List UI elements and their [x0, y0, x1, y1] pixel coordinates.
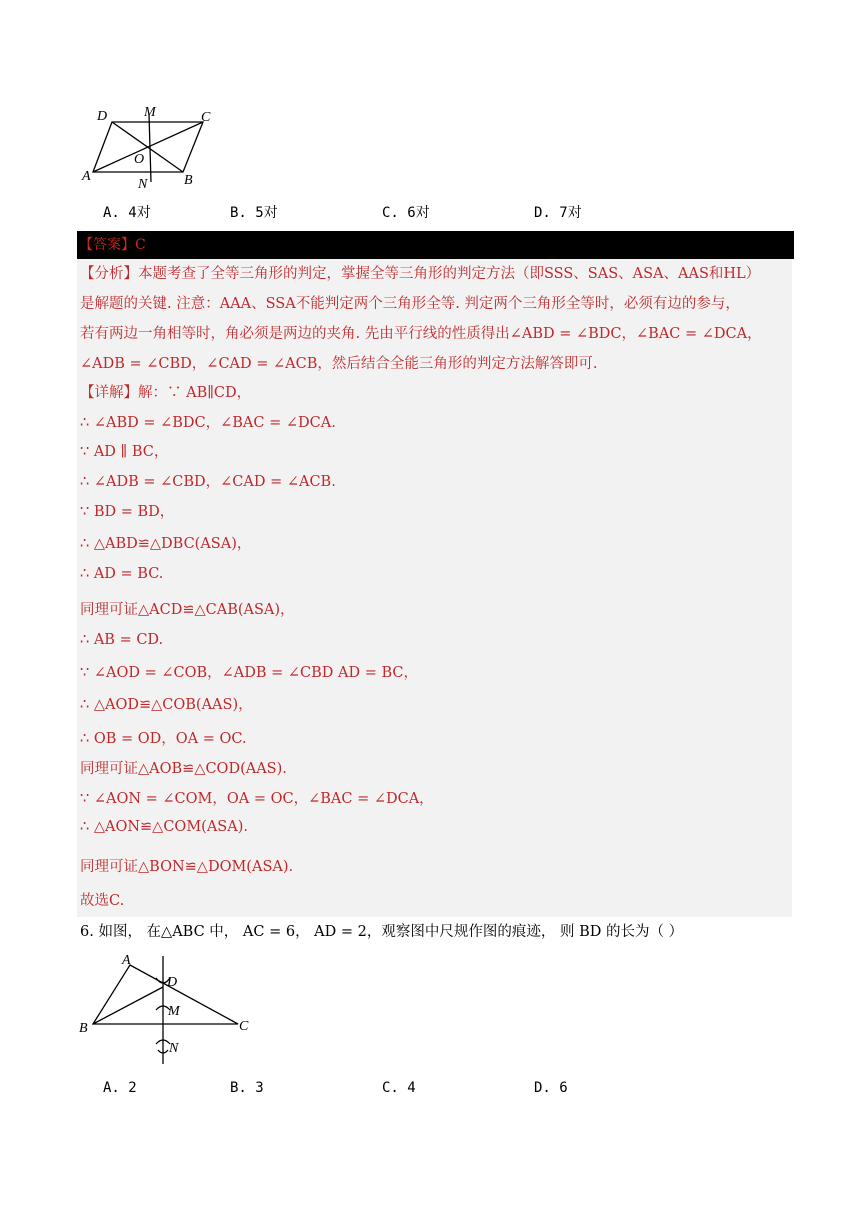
analysis-line: 若有两边一角相等时，角必须是两边的夹角. 先由平行线的性质得出∠ABD = ∠BDC，∠BAC = ∠DCA， — [80, 326, 762, 342]
label-C: C — [239, 1019, 249, 1034]
detail-line: ∴ AD = BC. — [80, 566, 164, 582]
detail-line: ∵ AD ∥ BC， — [80, 444, 169, 460]
label-M: M — [144, 105, 156, 120]
detail-line: ∴ ∠ADB = ∠CBD，∠CAD = ∠ACB. — [80, 474, 336, 490]
detail-line: 同理可证△BON≌△DOM(ASA). — [80, 859, 294, 875]
analysis-line: 【分析】本题考查了全等三角形的判定，掌握全等三角形的判定方法（即SSS、SAS、ASA、AAS和HL） — [80, 266, 761, 282]
detail-line: 【详解】解：∵ AB∥CD， — [80, 385, 252, 401]
detail-line: ∵ ∠AOD = ∠COB，∠ADB = ∠CBD AD = BC， — [80, 665, 419, 681]
label-C: C — [201, 110, 211, 125]
q5-option-d[interactable]: D. 7对 — [534, 205, 582, 221]
detail-line: ∴ △AON≌△COM(ASA). — [80, 819, 248, 835]
detail-line: ∵ ∠AON = ∠COM，OA = OC，∠BAC = ∠DCA， — [80, 791, 434, 807]
q5-option-b[interactable]: B. 5对 — [230, 205, 278, 221]
detail-line: ∴ ∠ABD = ∠BDC，∠BAC = ∠DCA. — [80, 415, 336, 431]
label-N: N — [169, 1041, 179, 1056]
question-6-text: 6. 如图， 在△ABC 中， AC = 6， AD = 2，观察图中尺规作图的痕迹， 则 BD 的长为（ ） — [80, 924, 684, 940]
label-D: D — [167, 975, 178, 990]
q6-option-a[interactable]: A. 2 — [103, 1080, 137, 1096]
analysis-line: ∠ADB = ∠CBD，∠CAD = ∠ACB，然后结合全能三角形的判定方法解答即可. — [80, 356, 598, 372]
label-A: A — [122, 953, 131, 968]
q6-option-b[interactable]: B. 3 — [230, 1080, 264, 1096]
detail-line: ∵ BD = BD， — [80, 504, 175, 520]
detail-line: 同理可证△ACD≌△CAB(ASA)， — [80, 602, 295, 618]
detail-line: ∴ AB = CD. — [80, 632, 164, 648]
detail-line: ∴ △ABD≌△DBC(ASA)， — [80, 536, 252, 552]
detail-line: 同理可证△AOB≌△COD(AAS). — [80, 761, 287, 777]
detail-line: ∴ △AOD≌△COB(AAS)， — [80, 697, 253, 713]
q6-option-d[interactable]: D. 6 — [534, 1080, 568, 1096]
detail-line: 故选C. — [80, 893, 125, 909]
detail-line: ∴ OB = OD，OA = OC. — [80, 731, 247, 747]
q5-option-c[interactable]: C. 6对 — [382, 205, 430, 221]
answer-bar: 【答案】C — [77, 231, 794, 259]
label-B: B — [79, 1021, 88, 1036]
label-B: B — [184, 173, 193, 188]
q5-option-a[interactable]: A. 4对 — [103, 205, 151, 221]
label-M: M — [168, 1004, 180, 1019]
triangle-construction-figure — [76, 950, 261, 1070]
label-D: D — [97, 109, 108, 124]
label-O: O — [134, 152, 145, 167]
label-A: A — [82, 169, 91, 184]
analysis-line: 是解题的关键. 注意：AAA、SSA不能判定两个三角形全等. 判定两个三角形全等时，必须有边的参与， — [80, 296, 740, 312]
q6-option-c[interactable]: C. 4 — [382, 1080, 416, 1096]
parallelogram-figure — [78, 100, 228, 195]
label-N: N — [138, 177, 148, 192]
